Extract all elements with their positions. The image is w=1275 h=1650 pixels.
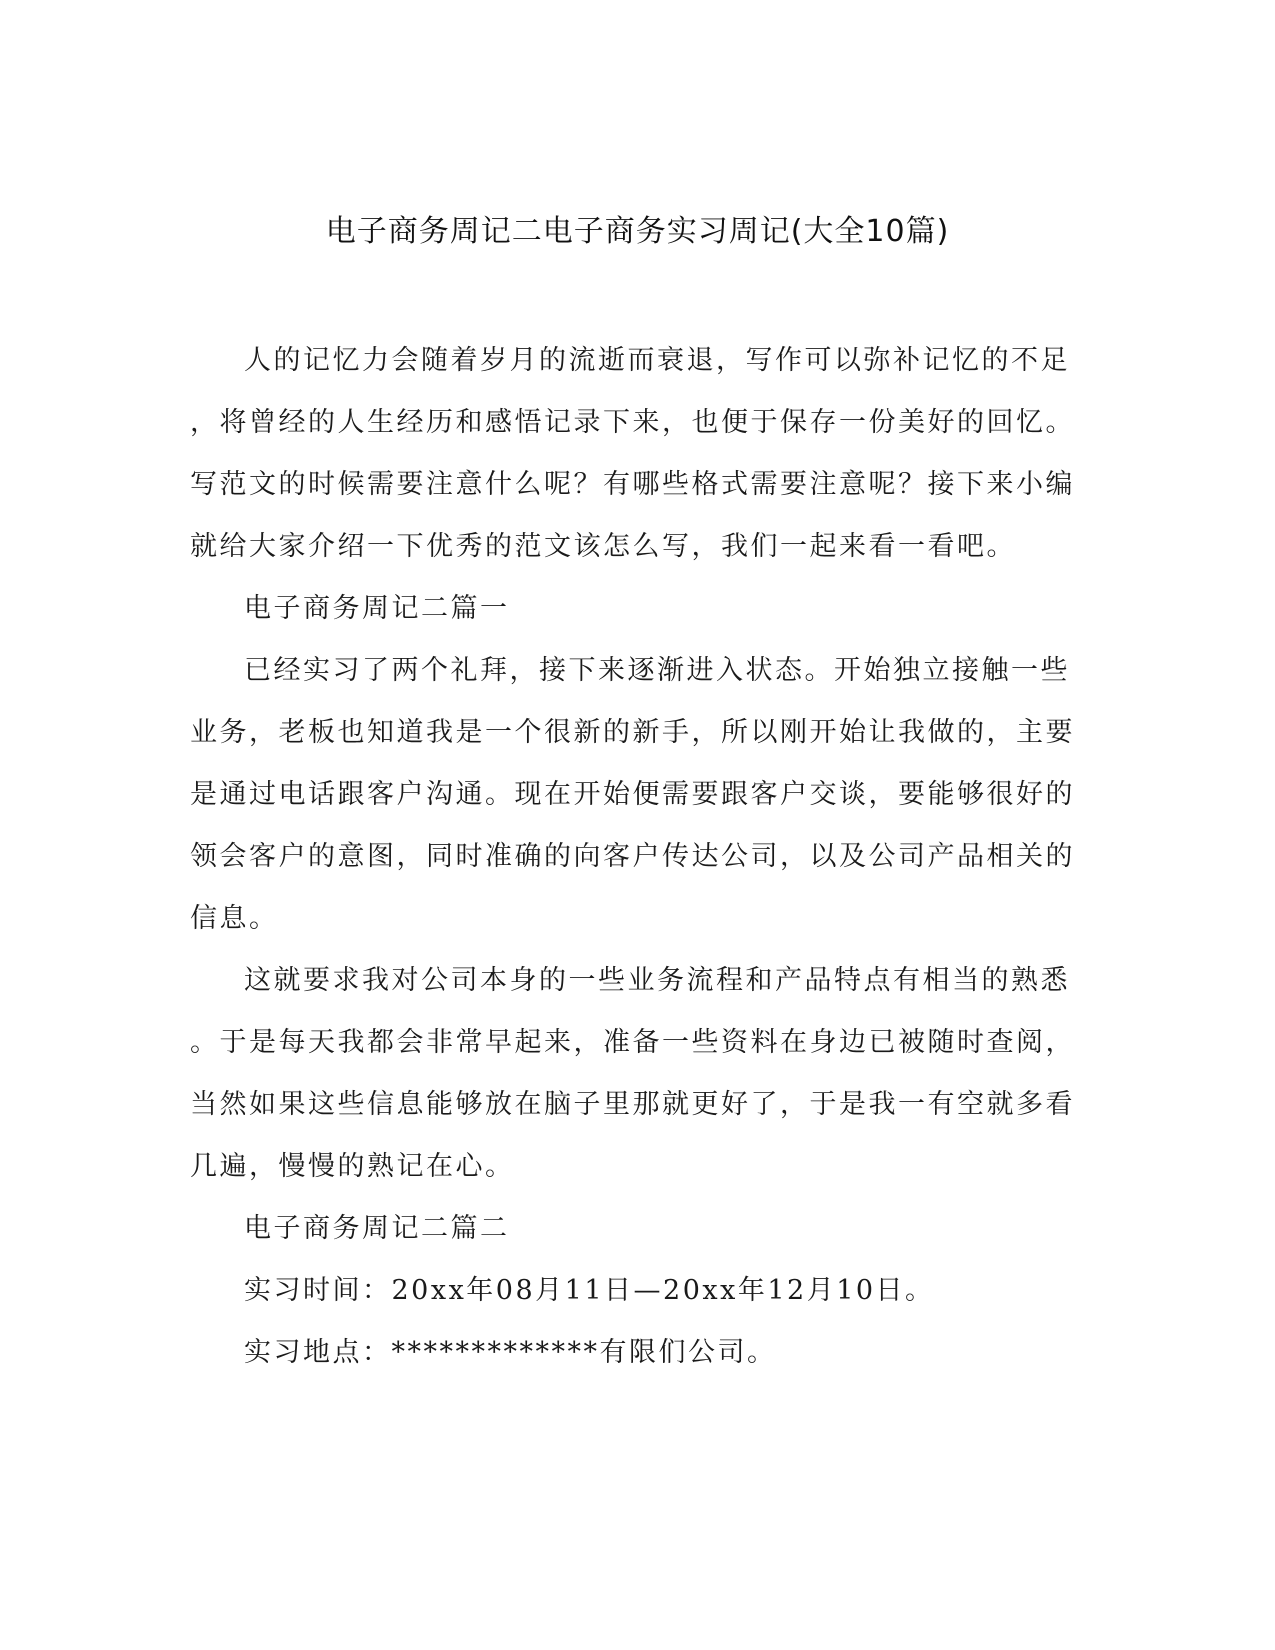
section-heading-2: 电子商务周记二篇二 (244, 1213, 510, 1244)
section1-paragraph-1 (190, 640, 1075, 950)
paragraph-line: 这就要求我对公司本身的一些业务流程和产品特点有相当的熟悉 (244, 965, 1070, 996)
paragraph-line: 领会客户的意图，同时准确的向客户传达公司，以及公司产品相关的 (190, 841, 1075, 872)
intro-line: 写范文的时候需要注意什么呢？有哪些格式需要注意呢？接下来小编 (190, 469, 1075, 500)
section1-paragraph-2 (190, 950, 1075, 1198)
paragraph-line: 是通过电话跟客户沟通。现在开始便需要跟客户交谈，要能够很好的 (190, 779, 1075, 810)
internship-place: 实习地点：*************有限们公司。 (244, 1337, 777, 1368)
intro-line: ，将曾经的人生经历和感悟记录下来，也便于保存一份美好的回忆。 (190, 407, 1075, 438)
paragraph-line: 信息。 (190, 903, 279, 934)
paragraph-line: 。于是每天我都会非常早起来，准备一些资料在身边已被随时查阅， (190, 1027, 1075, 1058)
intro-line: 人的记忆力会随着岁月的流逝而衰退，写作可以弥补记忆的不足 (244, 345, 1070, 376)
intro-line: 就给大家介绍一下优秀的范文该怎么写，我们一起来看一看吧。 (190, 531, 1016, 562)
section-heading-1: 电子商务周记二篇一 (244, 593, 510, 624)
paragraph-line: 几遍，慢慢的熟记在心。 (190, 1151, 515, 1182)
paragraph-line: 当然如果这些信息能够放在脑子里那就更好了，于是我一有空就多看 (190, 1089, 1075, 1120)
document-title: 电子商务周记二电子商务实习周记(大全10篇) (325, 214, 950, 249)
document-body (190, 330, 1075, 1384)
paragraph-line: 业务，老板也知道我是一个很新的新手，所以刚开始让我做的，主要 (190, 717, 1075, 748)
intro-paragraph (190, 330, 1075, 578)
internship-time: 实习时间：20xx年08月11日—20xx年12月10日。 (244, 1275, 935, 1306)
paragraph-line: 已经实习了两个礼拜，接下来逐渐进入状态。开始独立接触一些 (244, 655, 1070, 686)
